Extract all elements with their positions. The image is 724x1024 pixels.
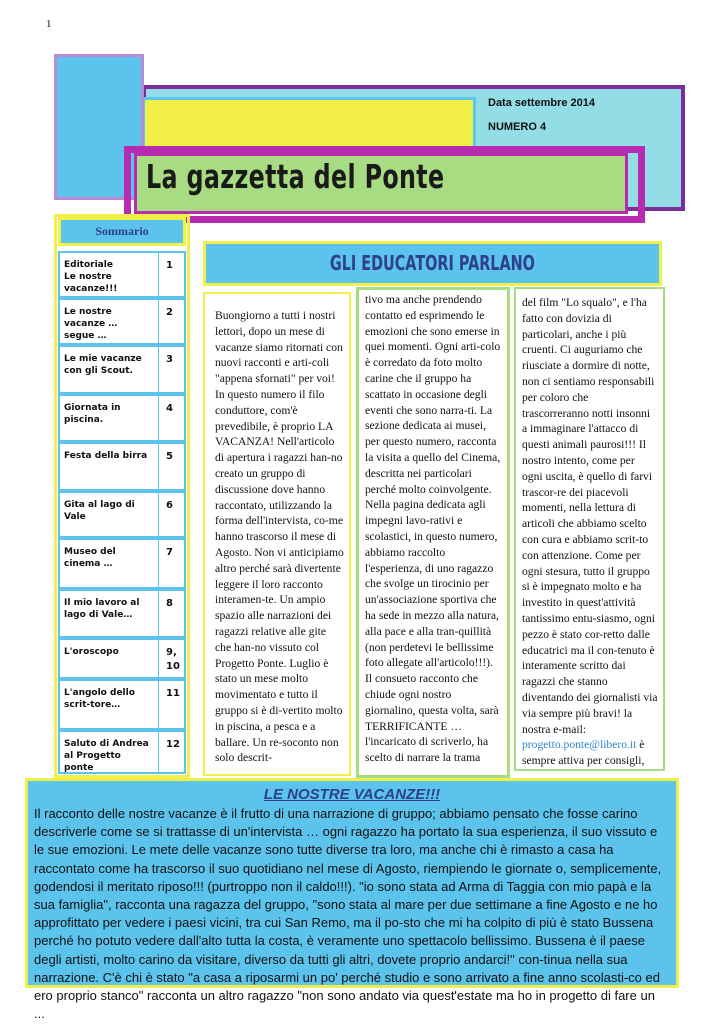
sommario-item-page: 11 [166,688,180,699]
page-number: 1 [46,18,52,30]
sommario-item-page: 1 [166,260,173,271]
sommario-item-page: 3 [166,354,173,365]
section-heading: GLI EDUCATORI PARLANO [329,251,536,275]
issue-date: Data settembre 2014 [488,97,596,109]
sommario-item [58,442,186,491]
article-column-3: del film "Lo squalo", e l'ha fatto con dovizia di particolari, anche i più cruenti. Ci auguriamo che riusciate a dormire di notte, non ci sentiamo responsabili per coloro che trascorreranno notti insonni a immaginare l'attacco di questi animali paurosi!!! Il nostro intento, come per ogni uscita, è quello di farvi trascor-re dei piacevoli momenti, nella lettura di articoli che abbiamo scelto con cura e abbiamo scrit-to con attenzione. Come per ogni stesura, tutto il gruppo si è impegnato molto e ha investito in quest'attività tantissimo entu-siasmo, ogni pezzo è stato cor-retto dalle educatrici ma il con-tenuto è interamente scritto dai ragazzi che stanno diventando dei giornalisti via via sempre più bravi! la nostra e-mail: progetto.ponte@libero.it è sempre attiva per consigli, [514,287,665,771]
sommario-item-page: 12 [166,739,180,750]
newspaper-title: La gazzetta del Ponte [146,157,445,196]
sommario-item-page: 6 [166,500,173,511]
sommario-item-page: 5 [166,451,173,462]
sommario-divider [158,640,159,677]
vacation-story-heading: LE NOSTRE VACANZE!!! [263,786,441,803]
sommario-item [58,589,186,638]
sommario-divider [158,347,159,392]
sommario-item-label: Le nostre vacanze … segue … [64,307,118,341]
sommario-item-label: Museo del cinema … [64,547,116,569]
sommario-item [58,679,186,730]
sommario-item [58,345,186,394]
sommario-item-label: L'angolo dello scrit-tore… [64,688,135,710]
sommario-divider [158,493,159,536]
sommario-item [58,491,186,538]
vacation-story-text: Il racconto delle nostre vacanze è il frutto di una narrazione di gruppo; abbiamo pensato che fosse carino descriverle come se si trattasse di un'intervista … ogni ragazzo ha portato la sua esperienza, il suo vissuto e le sue emozioni. Le mete delle vacanze sono tutte diverse tra loro, ma anche chi è rimasto a casa ha raccontato come ha trascorso il suo quotidiano nel mese di Agosto, riempiendo le giornate o, semplicemente, godendosi il meritato riposo!!! (purtroppo non il caldo!!!). "io sono stata ad Arma di Taggia con mio papà e la sua famiglia", racconta una ragazza del gruppo, "sono stata al mare per due settimane a fine Agosto e ne ho approfittato per vedere i paesi vicini, tra cui San Remo, ma il po-sto che mi ha colpito di più è stato Bussena perché ho potuto vedere dall'alto tutta la costa, è veramente uno spettacolo bellissimo. Bussena è il paese degli artisti, molto carino da visitare, diverso da tutti gli altri, dovete proprio andarci!" con-tinua nella sua narrazione. C'è chi è stato "a casa a riposarmi un po' perché studio e sono arrivato a fine anno scolasti-co ed ero proprio stanco" racconta un altro ragazzo "non sono andato via quest'estate ma ho in progetto di fare un ... [34,806,662,1022]
sommario-item-label: Festa della birra [64,451,148,461]
issue-number: NUMERO 4 [488,121,547,133]
sommario-item-label: Gita al lago di Vale [64,500,135,522]
sommario-item [58,538,186,589]
sommario-divider [158,300,159,343]
sommario-item-page: 7 [166,547,173,558]
article-column-2: tivo ma anche prendendo contatto ed esprimendo le emozioni che sono emerse in quei momenti. Ogni arti-colo è corredato da foto molto carine che il gruppo ha scattato in occasione degli eventi che sono narra-ti. La sezione dedicata ai musei, per questo numero, racconta la visita a quello del Cinema, descritta nei particolari perché molto coinvolgente. Nella pagina dedicata agli impegni lavo-rativi e scolastici, in questo numero, abbiamo raccolto l'esperienza, di uno ragazzo che svolge un tirocinio per un'associazione sportiva che ha sede in mezzo alla natura, alla pace e alla tran-quillità (non perdetevi le bellissime foto allegate all'articolo!!!). Il consueto racconto che chiude ogni nostro giornalino, questa volta, sarà TERRIFICANTE … l'incaricato di scriverlo, ha scelto di narrare la trama [356,287,510,778]
sommario-item-label: Il mio lavoro al lago di Vale… [64,598,140,620]
sommario-divider [158,591,159,636]
section-heading-box [203,241,662,286]
sommario-divider [158,732,159,772]
sommario-item-label: Editoriale Le nostre vacanze!!! [64,260,118,294]
sommario-divider [158,396,159,440]
sommario-heading: Sommario [58,217,186,246]
sommario-item-label: Le mie vacanze con gli Scout. [64,354,142,376]
sommario-divider [158,681,159,728]
sommario-divider [158,540,159,587]
sommario-divider [158,253,159,296]
email-link[interactable]: progetto.ponte@libero.it [522,738,637,752]
sommario-item [58,394,186,442]
sommario-item-label: L'oroscopo [64,647,119,657]
sommario-item [58,251,186,298]
sommario-item-page: 8 [166,598,173,609]
sommario-item [58,638,186,679]
sommario-item-page: 4 [166,403,173,414]
sommario-item-label: Giornata in piscina. [64,403,121,425]
sommario-item-page: 9, 10 [166,647,180,672]
sommario-item-label: Saluto di Andrea al Progetto ponte [64,739,149,773]
sommario-divider [158,444,159,489]
vacation-story-box [25,778,679,1022]
sommario-item [58,730,186,774]
sommario-item-page: 2 [166,307,173,318]
sommario-item [58,298,186,345]
article-column-1: Buongiorno a tutti i nostri lettori, dopo un mese di vacanze siamo ritornati con nuovi racconti e arti-coli "appena sfornati" per voi! In questo numero il filo conduttore, com'è prevedibile, è proprio LA VACANZA! Nell'articolo di apertura i ragazzi han-no creato un gruppo di discussione dove hanno raccontato, utilizzando la forma dell'intervista, co-me hanno trascorso il mese di Agosto. Non vi anticipiamo altro perché sarà divertente leggere il loro racconto interamen-te. Un ampio spazio alle narrazioni dei ragazzi relative alle gite che han-no vissuto col Progetto Ponte. Luglio è stato un mese molto movimentato e tutto il gruppo si è di-vertito molto in piscina, a pesca e a ballare. Un re-soconto non solo descrit- [203,292,351,776]
